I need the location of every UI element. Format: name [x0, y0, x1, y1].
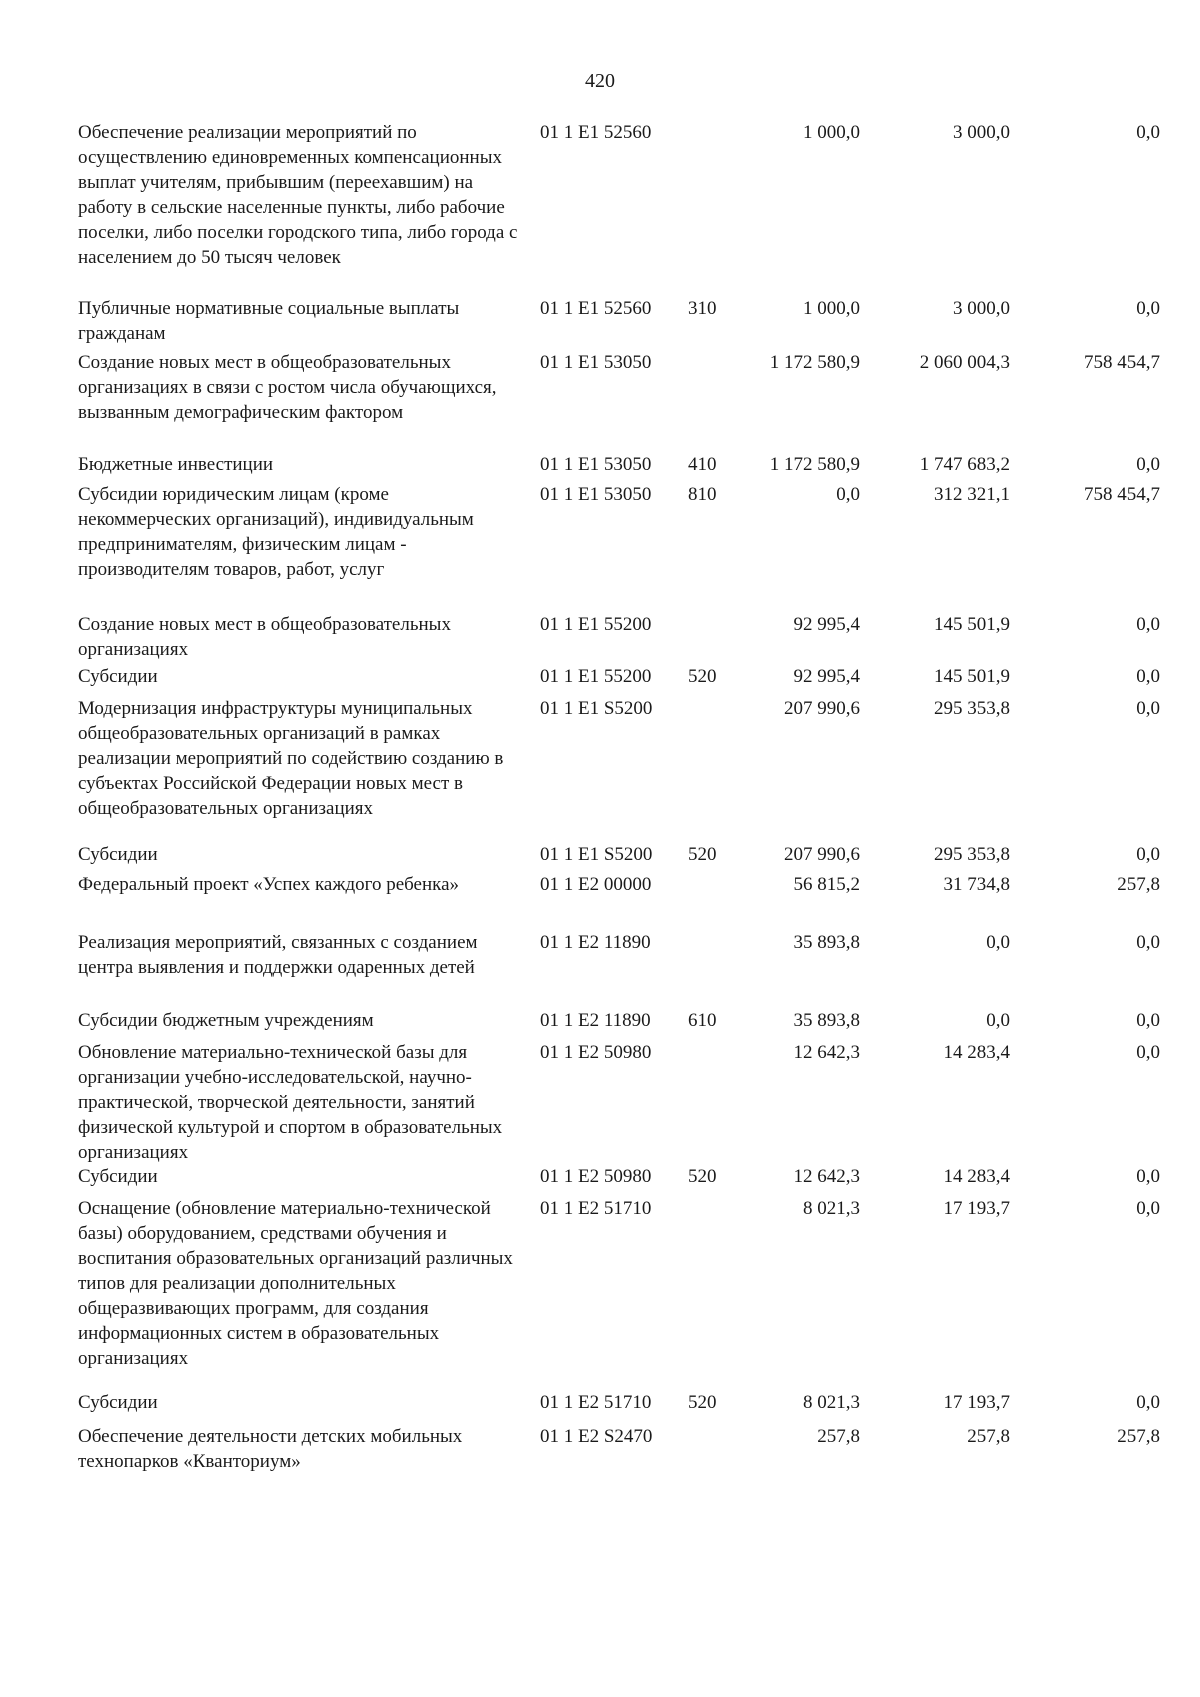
row-description: Федеральный проект «Успех каждого ребенка»: [78, 874, 460, 895]
row-amount-year1: 1 000,0: [803, 298, 860, 319]
row-description: Обновление материально-технической базы для организации учебно-исследовательской, научно-практической, творческой деятельности, занятий физической культурой и спортом в образовательных организациях: [78, 1042, 503, 1163]
row-description: Публичные нормативные социальные выплаты гражданам: [78, 298, 460, 344]
row-description: Оснащение (обновление материально-технической базы) оборудованием, средствами обучения и воспитания образовательных организаций различных типов для реализации дополнительных общеразвивающих программ, для создания информационных систем в образовательных организациях: [78, 1198, 513, 1369]
row-amount-year1: 1 172 580,9: [769, 352, 860, 373]
row-code: 01 1 E1 53050: [540, 454, 652, 475]
row-code: 01 1 E2 00000: [540, 874, 652, 895]
row-description: Субсидии: [78, 666, 158, 687]
row-amount-year1: 1 000,0: [803, 122, 860, 143]
row-amount-year3: 0,0: [1136, 698, 1160, 719]
row-amount-year1: 12 642,3: [793, 1042, 860, 1063]
row-description: Обеспечение реализации мероприятий по осуществлению единовременных компенсационных выплат учителям, прибывшим (переехавшим) на работу в сельские населенные пункты, либо рабочие поселки, либо поселки городского типа, либо города с населением до 50 тысяч человек: [78, 122, 518, 268]
row-amount-year2: 295 353,8: [934, 844, 1010, 865]
row-amount-year2: 295 353,8: [934, 698, 1010, 719]
row-amount-year3: 257,8: [1117, 874, 1160, 895]
page-number: 420: [585, 70, 615, 92]
row-amount-year3: 0,0: [1136, 1198, 1160, 1219]
row-description: Бюджетные инвестиции: [78, 454, 274, 475]
row-expense-type: 810: [688, 484, 717, 505]
row-amount-year1: 35 893,8: [793, 1010, 860, 1031]
row-expense-type: 610: [688, 1010, 717, 1031]
row-amount-year2: 257,8: [967, 1426, 1010, 1447]
row-amount-year3: 0,0: [1136, 454, 1160, 475]
row-amount-year1: 0,0: [836, 484, 860, 505]
row-code: 01 1 E1 53050: [540, 484, 652, 505]
row-amount-year2: 0,0: [986, 932, 1010, 953]
row-amount-year3: 0,0: [1136, 666, 1160, 687]
row-expense-type: 520: [688, 666, 717, 687]
row-amount-year3: 257,8: [1117, 1426, 1160, 1447]
row-code: 01 1 E2 S2470: [540, 1426, 653, 1447]
row-code: 01 1 E2 11890: [540, 1010, 651, 1031]
row-code: 01 1 E2 50980: [540, 1166, 652, 1187]
row-amount-year1: 92 995,4: [793, 614, 860, 635]
row-amount-year3: 758 454,7: [1084, 484, 1160, 505]
row-amount-year3: 0,0: [1136, 1166, 1160, 1187]
row-description: Создание новых мест в общеобразовательных организациях: [78, 614, 451, 660]
row-description: Субсидии бюджетным учреждениям: [78, 1010, 374, 1031]
row-amount-year1: 92 995,4: [793, 666, 860, 687]
row-amount-year1: 207 990,6: [784, 698, 860, 719]
row-expense-type: 520: [688, 1392, 717, 1413]
row-amount-year3: 0,0: [1136, 1392, 1160, 1413]
row-amount-year2: 14 283,4: [943, 1042, 1010, 1063]
row-amount-year2: 0,0: [986, 1010, 1010, 1031]
row-expense-type: 310: [688, 298, 717, 319]
row-amount-year1: 12 642,3: [793, 1166, 860, 1187]
row-code: 01 1 E1 S5200: [540, 698, 653, 719]
row-description: Субсидии юридическим лицам (кроме некоммерческих организаций), индивидуальным предпринимателям, физическим лицам - производителям товаров, работ, услуг: [78, 484, 474, 580]
row-amount-year2: 312 321,1: [934, 484, 1010, 505]
row-code: 01 1 E1 S5200: [540, 844, 653, 865]
row-amount-year2: 14 283,4: [943, 1166, 1010, 1187]
row-description: Субсидии: [78, 1392, 158, 1413]
row-description: Обеспечение деятельности детских мобильных технопарков «Кванториум»: [78, 1426, 463, 1472]
row-expense-type: 520: [688, 844, 717, 865]
row-amount-year2: 3 000,0: [953, 122, 1010, 143]
row-amount-year1: 8 021,3: [803, 1198, 860, 1219]
row-amount-year1: 1 172 580,9: [769, 454, 860, 475]
row-code: 01 1 E1 52560: [540, 122, 652, 143]
row-amount-year1: 257,8: [817, 1426, 860, 1447]
row-description: Создание новых мест в общеобразовательных организациях в связи с ростом числа обучающихся, вызванным демографическим фактором: [78, 352, 497, 423]
row-code: 01 1 E1 52560: [540, 298, 652, 319]
row-amount-year3: 758 454,7: [1084, 352, 1160, 373]
row-amount-year2: 3 000,0: [953, 298, 1010, 319]
row-amount-year1: 56 815,2: [793, 874, 860, 895]
row-amount-year3: 0,0: [1136, 1010, 1160, 1031]
row-code: 01 1 E2 50980: [540, 1042, 652, 1063]
row-amount-year3: 0,0: [1136, 844, 1160, 865]
row-amount-year2: 17 193,7: [943, 1392, 1010, 1413]
row-description: Реализация мероприятий, связанных с созданием центра выявления и поддержки одаренных детей: [78, 932, 478, 978]
row-amount-year1: 207 990,6: [784, 844, 860, 865]
row-expense-type: 520: [688, 1166, 717, 1187]
row-amount-year3: 0,0: [1136, 122, 1160, 143]
row-description: Субсидии: [78, 844, 158, 865]
row-amount-year2: 17 193,7: [943, 1198, 1010, 1219]
row-description: Модернизация инфраструктуры муниципальных общеобразовательных организаций в рамках реализации мероприятий по содействию созданию в субъектах Российской Федерации новых мест в общеобразовательных организациях: [78, 698, 504, 819]
row-code: 01 1 E2 51710: [540, 1198, 652, 1219]
row-code: 01 1 E2 51710: [540, 1392, 652, 1413]
row-code: 01 1 E2 11890: [540, 932, 651, 953]
row-amount-year1: 8 021,3: [803, 1392, 860, 1413]
row-amount-year3: 0,0: [1136, 1042, 1160, 1063]
row-amount-year2: 145 501,9: [934, 666, 1010, 687]
row-description: Субсидии: [78, 1166, 158, 1187]
row-amount-year2: 2 060 004,3: [919, 352, 1010, 373]
row-amount-year1: 35 893,8: [793, 932, 860, 953]
row-amount-year3: 0,0: [1136, 298, 1160, 319]
row-code: 01 1 E1 53050: [540, 352, 652, 373]
row-amount-year2: 31 734,8: [943, 874, 1010, 895]
row-code: 01 1 E1 55200: [540, 614, 652, 635]
row-amount-year2: 145 501,9: [934, 614, 1010, 635]
row-amount-year2: 1 747 683,2: [919, 454, 1010, 475]
row-expense-type: 410: [688, 454, 717, 475]
row-code: 01 1 E1 55200: [540, 666, 652, 687]
row-amount-year3: 0,0: [1136, 932, 1160, 953]
row-amount-year3: 0,0: [1136, 614, 1160, 635]
